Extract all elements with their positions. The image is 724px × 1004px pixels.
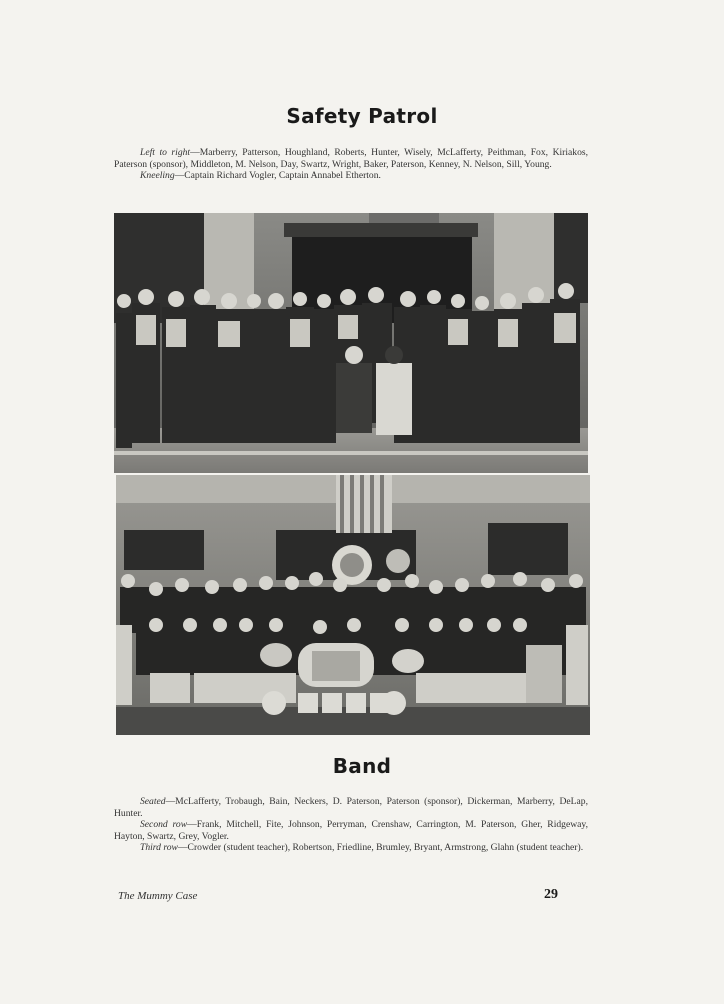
band-photo-image [116,475,590,735]
caption-lead-left-to-right: Left to right [140,147,191,158]
safety-patrol-photo-image [114,213,588,473]
caption-lead-second-row: Second row [140,819,188,831]
caption-lead-seated: Seated [140,796,166,807]
band-caption [114,796,588,854]
caption-lead-third-row: Third row [140,842,178,854]
caption-names-kneeling: —Captain Richard Vogler, Captain Annabel Etherton. [174,170,381,182]
caption-names-standing: —Marberry, Patterson, Houghland, Roberts, Hunter, Wisely, McLafferty, Peithman, Fox, Kiriakos, Paterson (sponsor), Middleton, M. Nelson, Day, Swartz, Wright, Baker, Paterson, Kenney, N. Nelson, Sill, Young. [114,147,589,170]
safety-patrol-photo [114,213,588,473]
caption-names-seated: —McLafferty, Trobaugh, Bain, Neckers, D. Paterson, Paterson (sponsor), Dickerman, Marberry, DeLap, Hunter. [114,796,588,819]
band-photo [116,475,590,735]
publication-name: The Mummy Case [118,890,198,902]
page-number: 29 [544,887,558,902]
caption-names-third-row: —Crowder (student teacher), Robertson, Friedline, Brumley, Bryant, Armstrong, Glahn (student teacher). [177,842,584,854]
caption-lead-kneeling: Kneeling [140,170,175,182]
caption-names-second-row: —Frank, Mitchell, Fite, Johnson, Perryman, Crenshaw, Carrington, M. Paterson, Gher, Ridgeway, Hayton, Swartz, Grey, Vogler. [114,819,588,842]
safety-patrol-title: Safety Patrol [286,104,438,128]
safety-patrol-caption [114,147,588,182]
band-title: Band [332,754,392,778]
